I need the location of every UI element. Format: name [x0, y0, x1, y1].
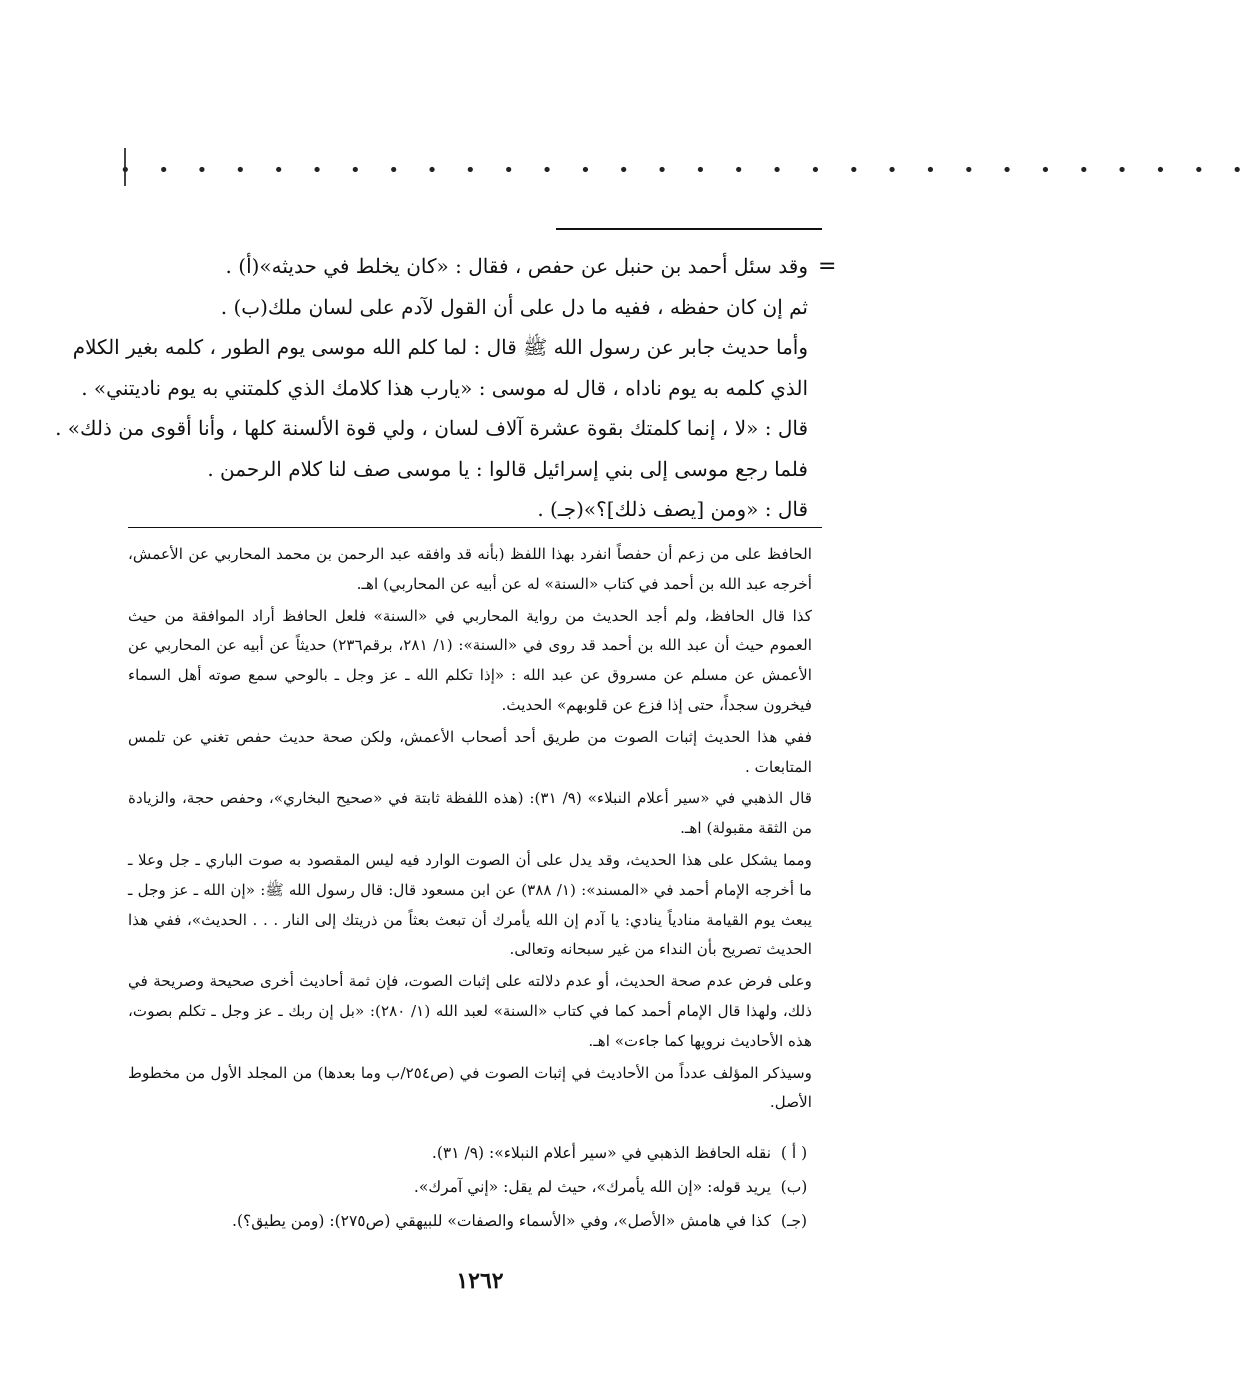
footnote-mark: ( أ )	[780, 1144, 808, 1162]
main-text	[55, 246, 808, 530]
main-line: الذي كلمه به يوم ناداه ، قال له موسى : «يارب هذا كلامك الذي كلمتني به يوم ناديتني» .	[81, 375, 808, 400]
main-line: قال : «لا ، إنما كلمتك بقوة عشرة آلاف لسان ، ولي قوة الألسنة كلها ، وأنا أقوى من ذلك» .	[55, 416, 808, 440]
top-divider	[556, 228, 822, 230]
main-line: وأما حديث جابر عن رسول الله ﷺ قال : لما كلم الله موسى يوم الطور ، كلمه بغير الكلام	[72, 335, 808, 359]
note-paragraph: وسيذكر المؤلف عدداً من الأحاديث في إثبات الصوت في (ص٢٥٤/ب وما بعدها) من المجلد الأول من مخطوط الأصل.	[128, 1063, 812, 1112]
page-number: ١٢٦٢	[456, 1268, 504, 1294]
main-line: فلما رجع موسى إلى بني إسرائيل قالوا : يا موسى صف لنا كلام الرحمن .	[207, 456, 808, 481]
continuation-marker: =	[818, 254, 837, 279]
note-paragraph: الحافظ على من زعم أن حفصاً انفرد بهذا اللفظ (بأنه قد وافقه عبد الرحمن بن محمد المحاربي عن الأعمش، أخرجه عبد الله بن أحمد في كتاب «السنة» له عن أبيه عن المحاربي) اهـ.	[128, 545, 812, 593]
footnote-mark: (جـ)	[780, 1212, 808, 1230]
note-paragraph: ومما يشكل على هذا الحديث، وقد يدل على أن الصوت الوارد فيه ليس المقصود به صوت الباري ـ جل وعلا ـ ما أخرجه الإمام أحمد في «المسند»: (١/ ٣٨٨) عن ابن مسعود قال: قال رسول الله ﷺ: «إن الله ـ عز وجل ـ يبعث يوم القيامة منادياً ينادي: يا آدم إن الله يأمرك أن تبعث بعثاً من ذريتك إلى النار . . . الحديث»، ففي هذا الحديث تصريح بأن النداء من غير سبحانه وتعالى.	[128, 850, 812, 959]
footnote	[180, 1170, 812, 1204]
dotted-separator: • • • • • • • • • • • • • • • • • • • • • • • • • • • • • •	[120, 160, 1253, 181]
note-paragraph: وعلى فرض عدم صحة الحديث، أو عدم دلالته على إثبات الصوت، فإن ثمة أحاديث أخرى صحيحة وصريحة في ذلك، ولهذا قال الإمام أحمد كما في كتاب «السنة» لعبد الله (١/ ٢٨٠): «بل إن ربك ـ عز وجل ـ تكلم بصوت، هذه الأحاديث نرويها كما جاءت» اهـ.	[128, 972, 812, 1050]
note-paragraph: ففي هذا الحديث إثبات الصوت من طريق أحد أصحاب الأعمش، ولكن صحة حديث حفص تغني عن تلمس المتابعات .	[128, 727, 812, 776]
footnote-mark: (ب)	[780, 1178, 808, 1196]
footnote-text: يريد قوله: «إن الله يأمرك»، حيث لم يقل: «إني آمرك».	[413, 1178, 772, 1196]
note-paragraph: قال الذهبي في «سير أعلام النبلاء» (٩/ ٣١): (هذه اللفظة ثابتة في «صحيح البخاري»، وحفص حجة، والزيادة من الثقة مقبولة) اهـ.	[128, 789, 812, 838]
notes-divider	[128, 527, 822, 528]
footnotes	[180, 1136, 812, 1238]
footnote-text: كذا في هامش «الأصل»، وفي «الأسماء والصفات» للبيهقي (ص٢٧٥): (ومن يطيق؟).	[232, 1212, 772, 1230]
note-paragraph: كذا قال الحافظ، ولم أجد الحديث من رواية المحاربي في «السنة» فلعل الحافظ أراد الموافقة من حيث العموم حيث أن عبد الله بن أحمد قد روى في «السنة»: (١/ ٢٨١، برقم٢٣٦) حديثاً عن أبيه عن المحاربي عن الأعمش عن مسلم عن مسروق عن عبد الله : «إذا تكلم الله ـ عز وجل ـ بالوحي سمع صوته أهل السماء فيخرون سجداً، حتى إذا فزع عن قلوبهم» الحديث.	[128, 606, 812, 714]
footnote	[180, 1136, 812, 1170]
main-line: وقد سئل أحمد بن حنبل عن حفص ، فقال : «كان يخلط في حديثه»(أ) .	[225, 254, 808, 278]
main-line: قال : «ومن [يصف ذلك]؟»(جـ) .	[537, 497, 808, 521]
commentary-notes	[128, 540, 812, 1120]
main-line: ثم إن كان حفظه ، ففيه ما دل على أن القول لآدم على لسان ملك(ب) .	[220, 294, 808, 319]
footnote	[180, 1204, 812, 1238]
footnote-text: نقله الحافظ الذهبي في «سير أعلام النبلاء»: (٩/ ٣١).	[431, 1144, 772, 1162]
